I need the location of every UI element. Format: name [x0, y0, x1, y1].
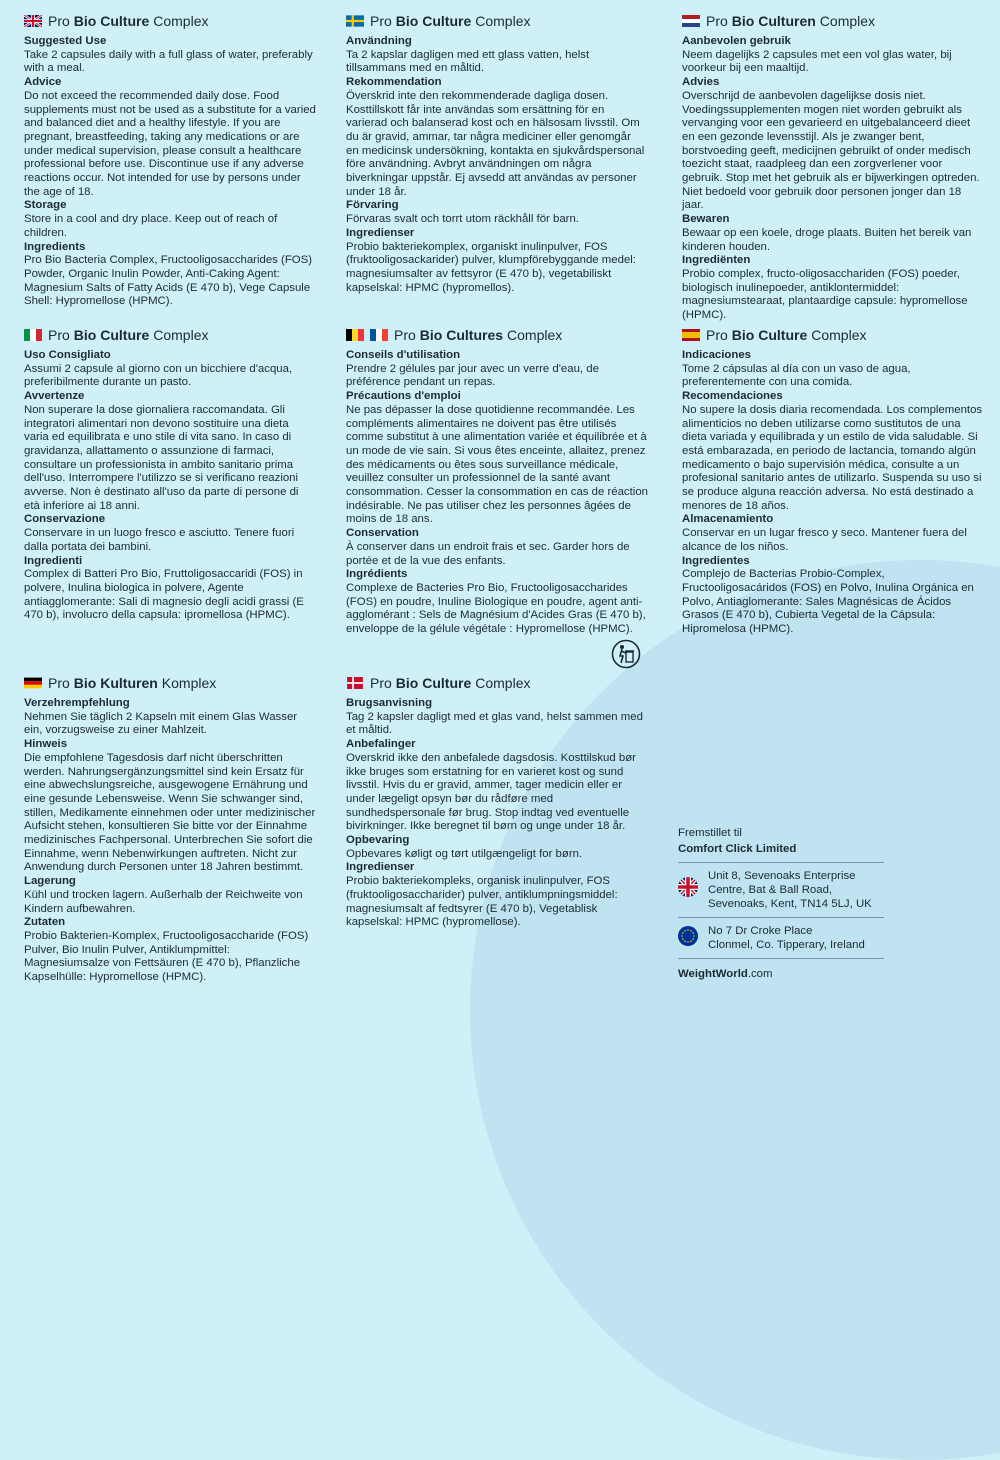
manufacturer-info — [678, 826, 884, 981]
section-text: Assumi 2 capsule al giorno con un bicchiere d'acqua, preferibilmente durante un pasto. — [24, 362, 293, 389]
title-prefix: Pro — [370, 675, 392, 691]
section-heading: Storage — [24, 199, 67, 212]
section-heading: Ingredientes — [682, 554, 750, 567]
title-bold: Bio Kulturen — [73, 675, 158, 691]
section-text: Opbevares køligt og tørt utilgængeligt for børn. — [346, 847, 583, 860]
title-prefix: Pro — [706, 327, 728, 343]
section-text: Förvaras svalt och torrt utom räckhåll för barn. — [346, 213, 579, 226]
title-suffix: Complex — [153, 327, 209, 343]
belgium-flag-icon — [346, 329, 364, 341]
eu-flag-icon — [678, 926, 698, 946]
uk-flag-icon — [24, 15, 42, 27]
title-suffix: Complex — [819, 13, 876, 29]
spain-flag-icon — [682, 329, 700, 341]
title-suffix: Complex — [811, 327, 867, 343]
block-title — [682, 326, 984, 344]
section-text: Neem dagelijks 2 capsules met een vol glas water, bij voorkeur bij een maaltijd. — [682, 48, 952, 75]
block-title — [24, 674, 316, 692]
section-text: Complexe de Bacteries Pro Bio, Fructooligosaccharides (FOS) en poudre, Inuline Biologique en poudre, agent anti-agglomérant : Sels de Magnésium d'Acides Gras (E 470 b), enveloppe de la gélule végétale : Hypromellose (HPMC). — [346, 581, 646, 636]
section-text: Overskrid ikke den anbefalede dagsdosis. Kosttilskud bør ikke bruges som erstatning for en varieret kost og sund livsstil. Hvis du er gravid, ammer, tager medicin eller er under lægeligt opsyn bør du rådføre med sundhedspersonale før brug. Stop indtag ved eventuelle bivirkninger. Ikke beregnet til børn og unge under 18 år. — [346, 751, 636, 833]
section-text: Överskrid inte den rekommenderade dagliga dosen. Kosttillskott får inte användas som ersättning för en varierad och balanserad kost och en hälsosam livsstil. Om du är gravid, ammar, tar några mediciner eller genomgår en medicinsk undersökning, kontakta en sjukvårdspersonal före användning. Avbryt användningen om några biverkningar uppstår. Ej avsedd att användas av personer under 18 år. — [346, 89, 645, 198]
address-line: Centre, Bat & Ball Road, — [708, 884, 833, 896]
section-text: Probio bakteriekompleks, organisk inulinpulver, FOS (fruktooligosaccharider) pulver, antiklumpningsmiddel: magnesiumsalt af fedtsyrer (E 470 b), Vegetablisk kapselskal: HPMC (hypromellose). — [346, 875, 618, 929]
address-line: Clonmel, Co. Tipperary, Ireland — [708, 939, 865, 951]
germany-flag-icon — [24, 677, 42, 689]
section-heading: Recomendaciones — [682, 390, 783, 403]
title-suffix: Complex — [475, 675, 531, 691]
block-title — [24, 326, 316, 344]
block-danish — [346, 674, 646, 930]
title-prefix: Pro — [48, 13, 70, 29]
section-heading: Advice — [24, 76, 62, 89]
title-prefix: Pro — [394, 327, 416, 343]
manufacturer-label: Fremstillet til — [678, 827, 742, 839]
block-english — [24, 12, 316, 309]
section-heading: Förvaring — [346, 199, 399, 212]
section-heading: Opbevaring — [346, 834, 410, 847]
section-text: Ne pas dépasser la dose quotidienne recommandée. Les compléments alimentaires ne doivent pas être utilisés comme substitut à une alimentation variée et équilibrée et à un mode de vie sain. Si vous êtes enceinte, allaitez, prenez des médicaments ou êtes sous surveillance médicale, veuillez consulter un professionnel de la santé avant consommation. Cesser la consommation en cas de réaction indésirable. Ne pas utiliser chez les personnes âgées de moins de 18 ans. — [346, 403, 648, 526]
title-suffix: Komplex — [161, 675, 217, 691]
section-heading: Suggested Use — [24, 35, 107, 47]
italy-flag-icon — [24, 329, 42, 341]
section-heading: Indicaciones — [682, 349, 752, 361]
section-text: Conservar en un lugar fresco y seco. Mantener fuera del alcance de los niños. — [682, 527, 967, 553]
section-heading: Zutaten — [24, 916, 66, 929]
section-text: Ta 2 kapslar dagligen med ett glass vatten, helst tillsammans med en måltid. — [346, 48, 590, 75]
section-text: Probio Bakterien-Komplex, Fructooligosaccharide (FOS) Pulver, Bio Inulin Pulver, Antiklumpmittel: Magnesiumsalze von Fettsäuren (E 470 b), Pflanzliche Kapselhülle: Hypromellose (HPMC). — [24, 929, 309, 984]
section-text: Take 2 capsules daily with a full glass of water, preferably with a meal. — [24, 48, 313, 75]
title-bold: Bio Culture — [395, 675, 472, 691]
block-german — [24, 674, 316, 985]
section-text: Complejo de Bacterias Probio-Complex, Fructooligosacáridos (FOS) en Polvo, Inulina Orgánica en Polvo, Antiaglomerante: Sales Magnésicas de Ácidos Grasos (E 470 b), Cubierta Vegetal de la Cápsula: Hipromelosa (HPMC). — [682, 568, 974, 636]
denmark-flag-icon — [346, 677, 364, 689]
title-prefix: Pro — [48, 675, 70, 691]
title-suffix: Complex — [507, 327, 563, 343]
section-heading: Conservation — [346, 527, 419, 540]
section-text: Die empfohlene Tagesdosis darf nicht überschritten werden. Nahrungsergänzungsmittel sind kein Ersatz für eine abwechslungsreiche, ausgewogene Ernährung und eine gesunde Lebensweise. Wenn Sie schwanger sind, stillen, Medikamente einnehmen oder unter medizinischer Aufsicht stehen, konsultieren Sie bitte vor der Einnahme medizinisches Fachpersonal. Unterbrechen Sie sofort die Einnahme, wenn Nebenwirkungen auftreten. Nicht zur Anwendung durch Personen unter 18 Jahren bestimmt. — [24, 751, 316, 874]
website-brand: WeightWorld — [678, 968, 748, 980]
section-heading: Användning — [346, 35, 412, 47]
address-line: Sevenoaks, Kent, TN14 5LJ, UK — [708, 898, 872, 910]
title-prefix: Pro — [706, 13, 728, 29]
section-heading: Ingredienser — [346, 226, 415, 239]
section-heading: Hinweis — [24, 738, 68, 751]
section-heading: Advies — [682, 76, 720, 89]
section-heading: Ingredienti — [24, 554, 83, 567]
title-bold: Bio Culture — [731, 327, 808, 343]
address-uk — [678, 863, 884, 918]
section-text: Do not exceed the recommended daily dose. Food supplements must not be used as a substitute for a varied and balanced diet and a healthy lifestyle. If you are pregnant, breastfeeding, taking any medications or are under medical supervision, please consult a healthcare professional before use. Discontinue use if any adverse reactions occur. Not intended for use by persons under the age of 18. — [24, 89, 316, 198]
block-title — [346, 12, 646, 30]
section-text: Nehmen Sie täglich 2 Kapseln mit einem Glas Wasser ein, vorzugsweise zu einer Mahlzeit. — [24, 710, 298, 737]
section-text: Tag 2 kapsler dagligt med et glas vand, helst sammen med et måltid. — [346, 710, 643, 737]
section-text: Pro Bio Bacteria Complex, Fructooligosaccharides (FOS) Powder, Organic Inulin Powder, Anti-Caking Agent: Magnesium Salts of Fatty Acids (E 470 b), Vege Capsule Shell: Hypromellose (HPMC). — [24, 254, 313, 308]
block-italian — [24, 326, 316, 623]
section-heading: Précautions d'emploi — [346, 390, 461, 403]
title-bold: Bio Culture — [73, 327, 150, 343]
section-text: À conserver dans un endroit frais et sec. Garder hors de portée et de la vue des enfants. — [346, 540, 630, 567]
section-heading: Avvertenze — [24, 390, 85, 403]
recycling-person-icon — [611, 639, 641, 669]
website-domain: .com — [747, 968, 773, 980]
section-heading: Conservazione — [24, 513, 106, 526]
block-title — [346, 674, 646, 692]
block-spanish — [682, 326, 984, 637]
section-text: Complex di Batteri Pro Bio, Fruttoligosaccaridi (FOS) in polvere, Inulina biologica in polvere, Agente antiagglomerante: Sali di magnesio degli acidi grassi (E 470 b), involucro della capsula: ipromellosa (HPMC). — [24, 568, 304, 622]
section-heading: Aanbevolen gebruik — [682, 35, 791, 47]
section-text: Store in a cool and dry place. Keep out of reach of children. — [24, 213, 278, 239]
uk-flag-icon — [678, 877, 698, 897]
title-bold: Bio Culture — [73, 13, 150, 29]
title-bold: Bio Culturen — [731, 13, 816, 29]
title-suffix: Complex — [153, 13, 209, 29]
section-heading: Verzehrempfehlung — [24, 697, 130, 709]
netherlands-flag-icon — [682, 15, 700, 27]
title-prefix: Pro — [370, 13, 392, 29]
section-heading: Ingredienser — [346, 861, 415, 874]
section-text: No supere la dosis diaria recomendada. Los complementos alimenticios no deben utilizarse como sustitutos de una dieta variada y equilibrada y un estilo de vida saludable. Si está embarazada, en periodo de lactancia, tomando algún medicamento o bajo supervisión médica, consulte a un profesional sanitario antes de utilizarlo. Suspenda su uso si se produce alguna reacción adversa. No está destinado a menores de 18 años. — [682, 403, 983, 512]
title-prefix: Pro — [48, 327, 70, 343]
title-bold: Bio Culture — [395, 13, 472, 29]
title-bold: Bio Cultures — [419, 327, 504, 343]
section-heading: Almacenamiento — [682, 513, 774, 526]
section-text: Probio bakteriekomplex, organiskt inulinpulver, FOS (fruktooligosackarider) pulver, klumpförebyggande medel: magnesiumsalter av fettsyror (E 470 b), vegetabiliskt kapselskal: HPMC (hypromellos). — [346, 240, 636, 294]
block-swedish — [346, 12, 646, 295]
section-heading: Brugsanvisning — [346, 697, 433, 709]
section-text: Tome 2 cápsulas al día con un vaso de agua, preferentemente con una comida. — [682, 362, 911, 389]
website[interactable] — [678, 967, 884, 981]
section-heading: Ingredients — [24, 240, 86, 253]
company-name: Comfort Click Limited — [678, 842, 884, 863]
section-heading: Ingrédients — [346, 568, 408, 581]
block-dutch — [682, 12, 982, 323]
section-text: Kühl und trocken lagern. Außerhalb der Reichweite von Kindern aufbewahren. — [24, 888, 303, 915]
section-heading: Ingrediënten — [682, 254, 751, 267]
title-suffix: Complex — [475, 13, 531, 29]
address-ireland — [678, 918, 884, 959]
france-flag-icon — [370, 329, 388, 341]
block-french — [346, 326, 652, 637]
section-text: Non superare la dose giornaliera raccomandata. Gli integratori alimentari non devono sostituire una dieta varia ed equilibrata e uno stile di vita sano. In caso di gravidanza, allattamento o assunzione di farmaci, consultare un professionista in ambito sanitario prima dell'uso. Interrompere l'utilizzo se si verificano reazioni avverse. Non è destinato all'uso da parte di persone di età inferiore ai 18 anni. — [24, 403, 299, 512]
section-heading: Bewaren — [682, 213, 730, 226]
block-title — [346, 326, 652, 344]
block-title — [24, 12, 316, 30]
section-heading: Lagerung — [24, 875, 76, 888]
section-text: Prendre 2 gélules par jour avec un verre d'eau, de préférence pendant un repas. — [346, 362, 599, 389]
sweden-flag-icon — [346, 15, 364, 27]
section-text: Overschrijd de aanbevolen dagelijkse dosis niet. Voedingssupplementen mogen niet worden gebruikt als vervanging voor een gevarieerd en uitgebalanceerd dieet en een gezonde levensstijl. Als je zwanger bent, borstvoeding geeft, medicijnen gebruikt of onder medisch toezicht staat, raadpleeg dan een zorgverlener voor gebruik. Stop met het gebruik als er bijwerkingen optreden. Niet bedoeld voor gebruik door personen jonger dan 18 jaar. — [682, 89, 980, 212]
section-text: Conservare in un luogo fresco e asciutto. Tenere fuori dalla portata dei bambini. — [24, 527, 295, 553]
section-heading: Rekommendation — [346, 76, 442, 89]
section-heading: Anbefalinger — [346, 738, 416, 751]
block-title — [682, 12, 982, 30]
address-line: No 7 Dr Croke Place — [708, 925, 813, 937]
section-text: Bewaar op een koele, droge plaats. Buiten het bereik van kinderen houden. — [682, 226, 972, 253]
section-heading: Uso Consigliato — [24, 349, 111, 361]
section-text: Probio complex, fructo-oligosacchariden (FOS) poeder, biologisch inulinepoeder, antiklontermiddel: magnesiumstearaat, plantaardige capsule: hypromellose (HPMC). — [682, 267, 968, 322]
section-heading: Conseils d'utilisation — [346, 349, 461, 361]
address-line: Unit 8, Sevenoaks Enterprise — [708, 870, 856, 882]
